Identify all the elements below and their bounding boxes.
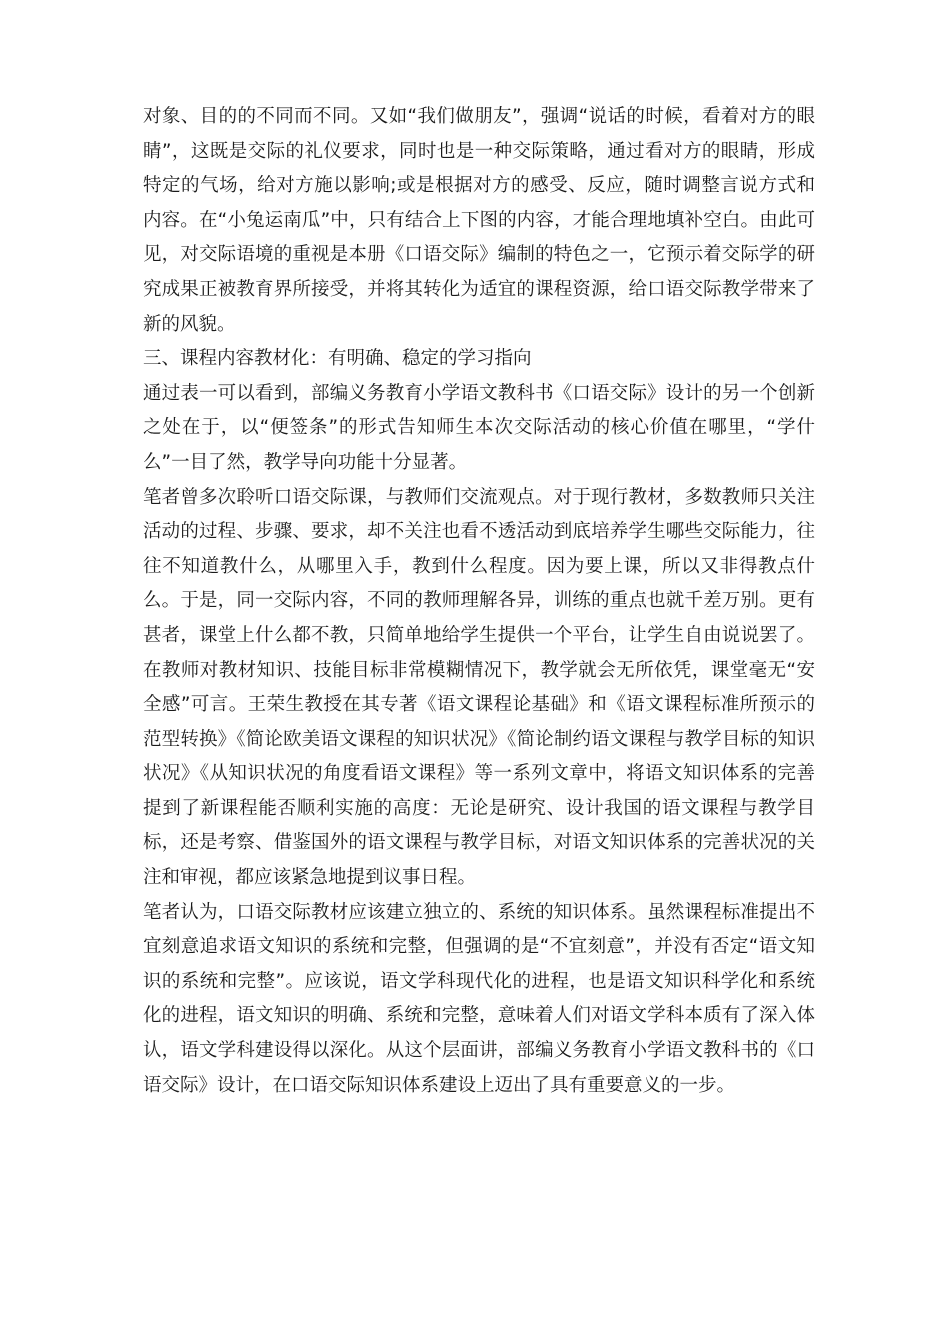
paragraph-conclusion: 笔者认为，口语交际教材应该建立独立的、系统的知识体系。虽然课程标准提出不宜刻意追求语文知识的系统和完整，但强调的是“不宜刻意”，并没有否定“语文知识的系统和完整”。应该说，语文学科现代化的进程，也是语文知识科学化和系统化的进程，语文知识的明确、系统和完整，意味着人们对语文学科本质有了深入体认，语文学科建设得以深化。从这个层面讲，部编义务教育小学语文教科书的《口语交际》设计，在口语交际知识体系建设上迈出了具有重要意义的一步。 [143, 901, 815, 1096]
paragraph-observation: 笔者曾多次聆听口语交际课，与教师们交流观点。对于现行教材，多数教师只关注活动的过程、步骤、要求，却不关注也看不透活动到底培养学生哪些交际能力，往往不知道教什么，从哪里入手，教到什么程度。因为要上课，所以又非得教点什么。于是，同一交际内容，不同的教师理解各异，训练的重点也就千差万别。更有甚者，课堂上什么都不教，只简单地给学生提供一个平台，让学生自由说说罢了。在教师对教材知识、技能目标非常模糊情况下，教学就会无所依凭，课堂毫无“安全感”可言。王荣生教授在其专著《语文课程论基础》和《语文课程标准所预示的范型转换》《简论欧美语文课程的知识状况》《简论制约语文课程与教学目标的知识状况》《从知识状况的角度看语文课程》等一系列文章中，将语文知识体系的完善提到了新课程能否顺利实施的高度：无论是研究、设计我国的语文课程与教学目标，还是考察、借鉴国外的语文课程与教学目标，对语文知识体系的完善状况的关注和审视，都应该紧急地提到议事日程。 [143, 486, 815, 889]
paragraph-context-continuation: 对象、目的的不同而不同。又如“我们做朋友”，强调“说话的时候，看着对方的眼睛”，这既是交际的礼仪要求，同时也是一种交际策略，通过看对方的眼睛，形成特定的气场，给对方施以影响;或是根据对方的感受、反应，随时调整言说方式和内容。在“小兔运南瓜”中，只有结合上下图的内容，才能合理地填补空白。由此可见，对交际语境的重视是本册《口语交际》编制的特色之一，它预示着交际学的研究成果正被教育界所接受，并将其转化为适宜的课程资源，给口语交际教学带来了新的风貌。 [143, 106, 815, 335]
document-body [143, 100, 815, 1103]
paragraph-innovation: 通过表一可以看到，部编义务教育小学语文教科书《口语交际》设计的另一个创新之处在于，以“便签条”的形式告知师生本次交际活动的核心价值在哪里，“学什么”一目了然，教学导向功能十分显著。 [143, 382, 815, 473]
section-heading: 三、课程内容教材化：有明确、稳定的学习指向 [143, 348, 532, 370]
